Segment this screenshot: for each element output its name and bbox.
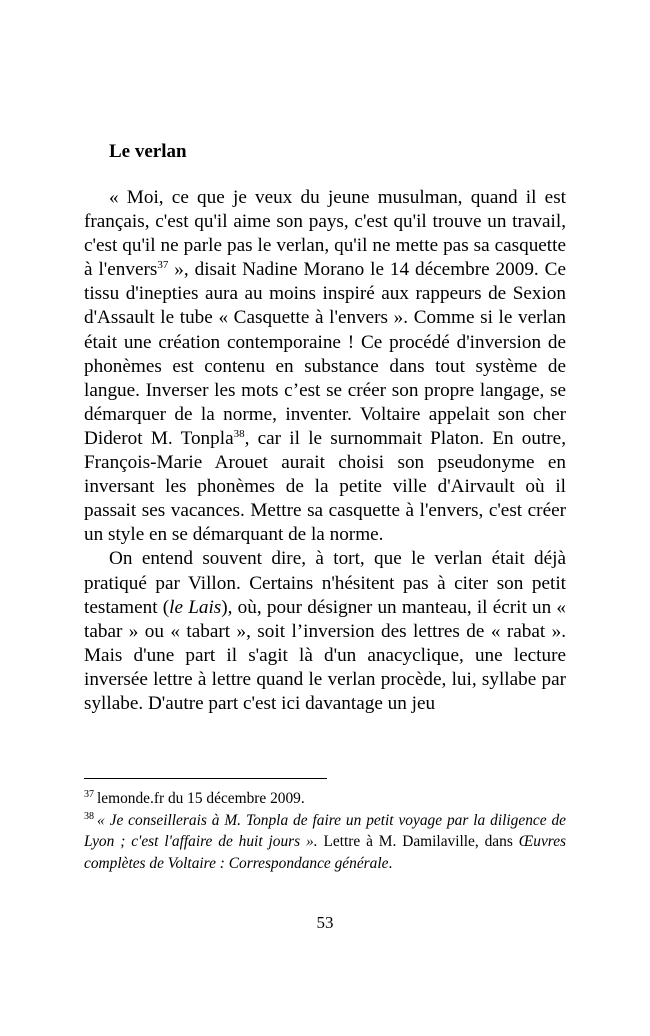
work-title: le Lais: [169, 596, 222, 618]
footnote-number: 38: [84, 810, 94, 822]
paragraph: [84, 547, 566, 716]
footnote-ref: 38: [233, 427, 245, 440]
text-run: On entend souvent dire, à tort, que le verlan était déjà pratiqué par Villon. Certains n'hésitent pas à citer son petit testament (: [84, 548, 566, 618]
section-heading: Le verlan: [109, 141, 187, 162]
footnote-text: Lettre à M. Damilaville, dans: [317, 833, 519, 850]
footnote: [84, 788, 566, 810]
footnote-end: .: [388, 854, 393, 872]
footnote-text: lemonde.fr du 15 décembre 2009.: [97, 790, 305, 807]
footnote-quote: « Je conseillerais à M. Tonpla de faire un petit voyage par la diligence de Lyon ; c'est l'affaire de huit jours ».: [84, 811, 566, 850]
work-title: Œuvres complètes de Voltaire : Correspondance générale: [84, 833, 567, 872]
footnote-ref: 37: [157, 259, 169, 272]
text-run: « Moi, ce que je veux du jeune musulman, quand il est français, c'est qu'il aime son pays, c'est qu'il trouve un travail, c'est qu'il ne parle pas le verlan, qu'il ne mette pas sa casquette à l'envers: [84, 187, 566, 281]
footnote-separator: [84, 778, 327, 779]
page-number: 53: [316, 913, 334, 932]
body-text: [84, 186, 566, 716]
text-run: , car il le surnommait Platon. En outre, François-Marie Arouet aurait choisi son pseudonyme en inversant les phonèmes de la petite ville d'Airvault où il passait ses vacances. Mettre sa casquette à l'envers, c'est créer un style en se démarquant de la norme.: [84, 427, 567, 546]
text-run: », disait Nadine Morano le 14 décembre 2009. Ce tissu d'inepties aura au moins inspiré aux rappeurs de Sexion d'Assault le tube « Casquette à l'envers ». Comme si le verlan était une création contemporaine ! Ce procédé d'inversion de phonèmes est contenu en substance dans tout système de langue. Inverser les mots c’est se créer son propre langage, se démarquer de la norme, inventer. Voltaire appelait son cher Diderot M. Tonpla: [84, 259, 566, 449]
footnote: [84, 810, 566, 875]
footnote-number: 37: [84, 789, 94, 800]
paragraph: [84, 186, 566, 547]
footnotes: [84, 788, 566, 874]
text-run: ), où, pour désigner un manteau, il écrit un « tabar » ou « tabart », soit l’inversion des lettres de « rabat ». Mais d'une part il s'agit là d'un anacyclique, une lecture inversée lettre à lettre quand le verlan procède, lui, syllabe par syllabe. D'autre part c'est ici davantage un jeu: [84, 596, 566, 714]
book-page: [84, 0, 566, 1036]
